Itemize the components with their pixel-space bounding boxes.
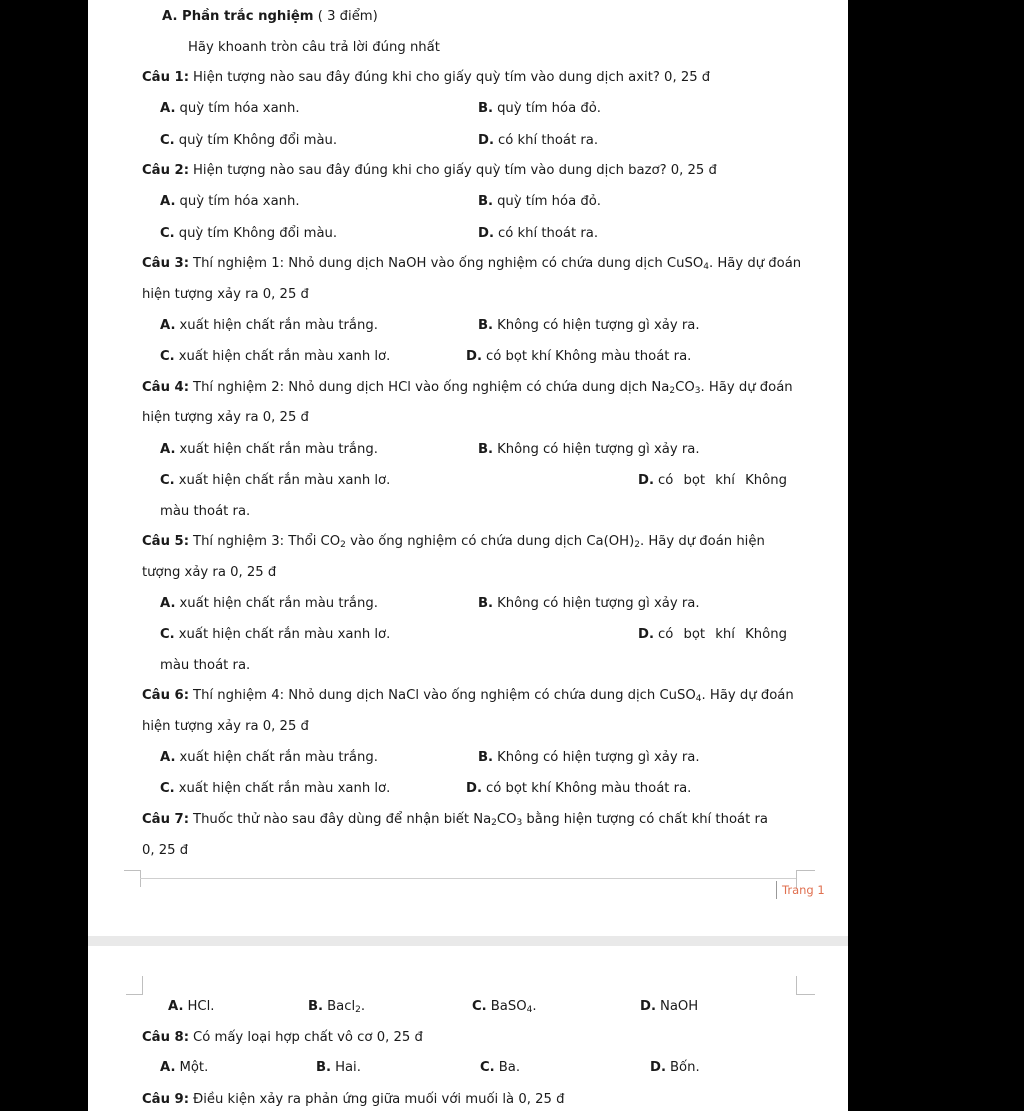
q7-option-c[interactable]: C. BaSO$_4$. (472, 999, 537, 1015)
q3-option-b[interactable]: B. Không có hiện tượng gì xảy ra. (478, 318, 700, 333)
page-gap (88, 936, 848, 946)
q4-option-d-line-2: màu thoát ra. (160, 504, 251, 519)
q8-option-a[interactable]: A. Một. (160, 1060, 209, 1075)
q1-option-c[interactable]: C. quỳ tím Không đổi màu. (160, 133, 338, 148)
q2-option-c[interactable]: C. quỳ tím Không đổi màu. (160, 226, 338, 241)
page-corner-mark (126, 976, 143, 995)
page-number: Trang 1 (776, 881, 825, 899)
q3-option-a[interactable]: A. xuất hiện chất rắn màu trắng. (160, 318, 378, 333)
q6-option-c[interactable]: C. xuất hiện chất rắn màu xanh lơ. (160, 781, 391, 796)
question-7: Câu 7: Thuốc thử nào sau đây dùng để nhận biết $Na_2CO_3$ bằng hiện tượng có chất khí thoát ra (142, 812, 768, 828)
document-page-2 (88, 946, 848, 1111)
question-5: Câu 5: Thí nghiệm 3: Thổi $CO_2$ vào ống nghiệm có chứa dung dịch $Ca(OH)_2$. Hãy dự đoán hiện (142, 534, 765, 550)
q1-option-b[interactable]: B. quỳ tím hóa đỏ. (478, 101, 601, 116)
question-2: Câu 2: Hiện tượng nào sau đây đúng khi cho giấy quỳ tím vào dung dịch bazơ? 0, 25 đ (142, 163, 717, 178)
q6-option-a[interactable]: A. xuất hiện chất rắn màu trắng. (160, 750, 378, 765)
q4-option-a[interactable]: A. xuất hiện chất rắn màu trắng. (160, 442, 378, 457)
question-7-line-2: 0, 25 đ (142, 843, 189, 858)
q2-option-b[interactable]: B. quỳ tím hóa đỏ. (478, 194, 601, 209)
question-6: Câu 6: Thí nghiệm 4: Nhỏ dung dịch NaCl vào ống nghiệm có chứa dung dịch CuSO$_4$. Hãy dự đoán (142, 688, 794, 704)
q8-option-d[interactable]: D. Bốn. (650, 1060, 700, 1075)
q6-option-b[interactable]: B. Không có hiện tượng gì xảy ra. (478, 750, 700, 765)
q3-option-c[interactable]: C. xuất hiện chất rắn màu xanh lơ. (160, 349, 391, 364)
q5-option-d-line-2: màu thoát ra. (160, 658, 251, 673)
q8-option-b[interactable]: B. Hai. (316, 1060, 361, 1075)
q5-option-b[interactable]: B. Không có hiện tượng gì xảy ra. (478, 596, 700, 611)
question-3-line-2: hiện tượng xảy ra 0, 25 đ (142, 287, 309, 302)
question-9: Câu 9: Điều kiện xảy ra phản ứng giữa muối với muối là 0, 25 đ (142, 1092, 565, 1107)
q4-option-d[interactable]: D. có bọt khí Không (638, 473, 787, 488)
q1-option-a[interactable]: A. quỳ tím hóa xanh. (160, 101, 300, 116)
q6-option-d[interactable]: D. có bọt khí Không màu thoát ra. (466, 781, 692, 796)
q8-option-c[interactable]: C. Ba. (480, 1060, 521, 1075)
question-8: Câu 8: Có mấy loại hợp chất vô cơ 0, 25 đ (142, 1030, 423, 1045)
q7-option-b[interactable]: B. Bacl$_2$. (308, 999, 366, 1015)
q7-option-a[interactable]: A. HCl. (168, 999, 215, 1014)
q5-option-c[interactable]: C. xuất hiện chất rắn màu xanh lơ. (160, 627, 391, 642)
question-4: Câu 4: Thí nghiệm 2: Nhỏ dung dịch HCl vào ống nghiệm có chứa dung dịch $Na_2CO_3$. Hãy dự đoán (142, 380, 793, 396)
question-5-line-2: tượng xảy ra 0, 25 đ (142, 565, 277, 580)
question-3: Câu 3: Thí nghiệm 1: Nhỏ dung dịch NaOH vào ống nghiệm có chứa dung dịch CuSO$_4$. Hãy dự đoán (142, 256, 802, 272)
q3-option-d[interactable]: D. có bọt khí Không màu thoát ra. (466, 349, 692, 364)
question-6-line-2: hiện tượng xảy ra 0, 25 đ (142, 719, 309, 734)
q7-option-d[interactable]: D. NaOH (640, 999, 699, 1014)
page-corner-mark (796, 976, 815, 995)
instruction: Hãy khoanh tròn câu trả lời đúng nhất (188, 40, 440, 55)
footer-rule (140, 878, 796, 879)
q4-option-b[interactable]: B. Không có hiện tượng gì xảy ra. (478, 442, 700, 457)
q1-option-d[interactable]: D. có khí thoát ra. (478, 133, 599, 148)
section-title: A. Phần trắc nghiệm ( 3 điểm) (162, 9, 378, 24)
page-corner-mark (124, 870, 141, 887)
question-1: Câu 1: Hiện tượng nào sau đây đúng khi cho giấy quỳ tím vào dung dịch axit? 0, 25 đ (142, 70, 711, 85)
q2-option-d[interactable]: D. có khí thoát ra. (478, 226, 599, 241)
q4-option-c[interactable]: C. xuất hiện chất rắn màu xanh lơ. (160, 473, 391, 488)
q2-option-a[interactable]: A. quỳ tím hóa xanh. (160, 194, 300, 209)
question-4-line-2: hiện tượng xảy ra 0, 25 đ (142, 410, 309, 425)
document-page-1 (88, 0, 848, 936)
q5-option-a[interactable]: A. xuất hiện chất rắn màu trắng. (160, 596, 378, 611)
q5-option-d[interactable]: D. có bọt khí Không (638, 627, 787, 642)
